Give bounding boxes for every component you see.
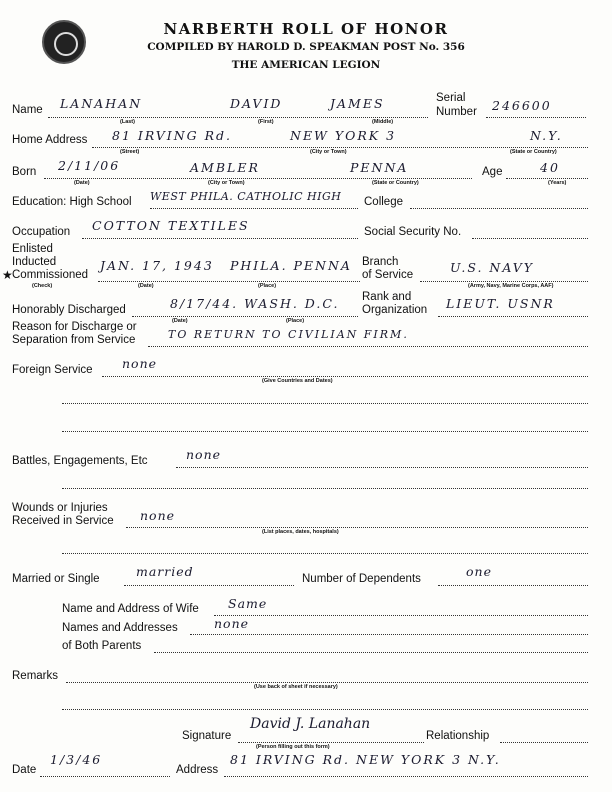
street-sub: (Street)	[120, 149, 140, 155]
married-value: married	[136, 564, 194, 579]
high-school-value: WEST PHILA. CATHOLIC HIGH	[150, 190, 342, 203]
date-value: 1/3/46	[50, 752, 103, 767]
signature-value: David J. Lanahan	[250, 716, 371, 732]
battles-line	[176, 467, 588, 468]
signature-line	[238, 742, 424, 743]
wounds-label-1: Wounds or Injuries	[12, 502, 108, 514]
name-line	[48, 117, 428, 118]
education-label: Education: High School	[12, 196, 132, 208]
occupation-value: COTTON TEXTILES	[92, 218, 250, 233]
remarks-sub: (Use back of sheet if necessary)	[254, 684, 338, 690]
foreign-line	[102, 376, 588, 377]
ssn-label: Social Security No.	[364, 226, 462, 238]
born-city-value: AMBLER	[190, 160, 260, 175]
parents-label-2: of Both Parents	[62, 640, 142, 652]
born-state-sub: (State or Country)	[372, 180, 419, 186]
relationship-line	[500, 742, 588, 743]
branch-value: U.S. NAVY	[450, 260, 535, 275]
commissioned-label: Commissioned	[12, 269, 89, 281]
signature-label: Signature	[182, 730, 232, 742]
rank-line	[438, 316, 588, 317]
wife-line	[214, 615, 588, 616]
number-label: Number	[436, 106, 477, 118]
commission-place-sub: (Place)	[258, 283, 277, 289]
reason-label-1: Reason for Discharge or	[12, 321, 137, 333]
organization-label: Organization	[362, 304, 428, 316]
last-name-value: LANAHAN	[60, 96, 143, 111]
age-sub: (Years)	[548, 180, 567, 186]
state-sub: (State or Country)	[510, 149, 557, 155]
home-address-line	[92, 147, 588, 148]
name-label: Name	[12, 104, 43, 116]
rank-label: Rank and	[362, 291, 412, 303]
born-date-value: 2/11/06	[58, 158, 121, 173]
wounds-label-2: Received in Service	[12, 515, 114, 527]
discharged-line	[132, 316, 358, 317]
enlisted-label: Enlisted	[12, 243, 53, 255]
discharge-value: 8/17/44. WASH. D.C.	[170, 296, 340, 311]
inducted-label: Inducted	[12, 256, 57, 268]
remarks-line	[66, 682, 588, 683]
married-label: Married or Single	[12, 573, 100, 585]
college-label: College	[364, 196, 403, 208]
serial-line	[486, 117, 586, 118]
ssn-line	[472, 238, 588, 239]
wounds-sub: (List places, dates, hospitals)	[262, 529, 339, 535]
battles-label: Battles, Engagements, Etc	[12, 455, 148, 467]
first-name-value: DAVID	[230, 96, 283, 111]
parents-value: none	[214, 616, 250, 631]
relationship-label: Relationship	[426, 730, 490, 742]
city-value: NEW YORK 3	[290, 128, 397, 143]
reason-label-2: Separation from Service	[12, 334, 136, 346]
born-state-value: PENNA	[350, 160, 409, 175]
age-label: Age	[482, 166, 503, 178]
form-title: NARBERTH ROLL OF HONOR	[163, 20, 449, 38]
city-sub: (City or Town)	[310, 149, 347, 155]
foreign-line-3	[62, 431, 588, 432]
age-line	[506, 178, 588, 179]
commission-date-value: JAN. 17, 1943	[100, 258, 214, 273]
address-value: 81 IRVING Rd. NEW YORK 3 N.Y.	[230, 752, 501, 767]
form-subtitle: COMPILED BY HAROLD D. SPEAKMAN POST No. 356	[147, 41, 465, 53]
wounds-line-2	[62, 553, 588, 554]
signature-sub: (Person filling out this form)	[256, 744, 330, 750]
form-org: THE AMERICAN LEGION	[231, 59, 381, 71]
occupation-label: Occupation	[12, 226, 71, 238]
discharge-place-sub: (Place)	[286, 318, 305, 324]
commissioned-star: ★	[2, 268, 13, 282]
date-line	[40, 776, 170, 777]
college-line	[410, 208, 588, 209]
age-value: 40	[540, 160, 560, 175]
address-line	[224, 776, 588, 777]
dependents-value: one	[466, 564, 492, 579]
date-label: Date	[12, 764, 37, 776]
serial-value: 246600	[492, 98, 552, 113]
check-sub: (Check)	[32, 283, 53, 289]
street-value: 81 IRVING Rd.	[112, 128, 233, 143]
address-label: Address	[176, 764, 219, 776]
reason-value: TO RETURN TO CIVILIAN FIRM.	[168, 328, 409, 341]
born-line	[44, 178, 472, 179]
discharge-date-sub: (Date)	[172, 318, 188, 324]
wounds-value: none	[140, 508, 176, 523]
foreign-sub: (Give Countries and Dates)	[262, 378, 333, 384]
discharged-label: Honorably Discharged	[12, 304, 126, 316]
last-sub: (Last)	[120, 119, 135, 125]
wife-label: Name and Address of Wife	[62, 603, 199, 615]
married-line	[124, 585, 294, 586]
battles-line-2	[62, 488, 588, 489]
rank-value: LIEUT. USNR	[446, 296, 555, 311]
home-address-label: Home Address	[12, 134, 88, 146]
first-sub: (First)	[258, 119, 274, 125]
middle-sub: (Middle)	[372, 119, 394, 125]
foreign-label: Foreign Service	[12, 364, 93, 376]
born-label: Born	[12, 166, 37, 178]
foreign-value: none	[122, 356, 158, 371]
reason-line	[148, 346, 588, 347]
dependents-label: Number of Dependents	[302, 573, 421, 585]
remarks-label: Remarks	[12, 670, 59, 682]
of-service-label: of Service	[362, 269, 414, 281]
state-value: N.Y.	[530, 128, 563, 143]
remarks-line-2	[62, 709, 588, 710]
battles-value: none	[186, 447, 222, 462]
middle-name-value: JAMES	[330, 96, 385, 111]
parents-line-2	[154, 652, 588, 653]
parents-label-1: Names and Addresses	[62, 622, 178, 634]
high-school-line	[150, 208, 358, 209]
foreign-line-2	[62, 403, 588, 404]
occupation-line	[82, 238, 358, 239]
born-date-sub: (Date)	[74, 180, 90, 186]
branch-line	[420, 281, 588, 282]
branch-label: Branch	[362, 256, 399, 268]
parents-line	[190, 634, 588, 635]
wife-value: Same	[228, 596, 268, 611]
born-city-sub: (City or Town)	[208, 180, 245, 186]
commissioned-line	[98, 281, 360, 282]
serial-label: Serial	[436, 92, 466, 104]
commission-place-value: PHILA. PENNA	[230, 258, 352, 273]
commission-date-sub: (Date)	[138, 283, 154, 289]
wounds-line	[126, 527, 588, 528]
branch-sub: (Army, Navy, Marine Corps, AAF)	[468, 283, 554, 289]
dependents-line	[438, 585, 588, 586]
